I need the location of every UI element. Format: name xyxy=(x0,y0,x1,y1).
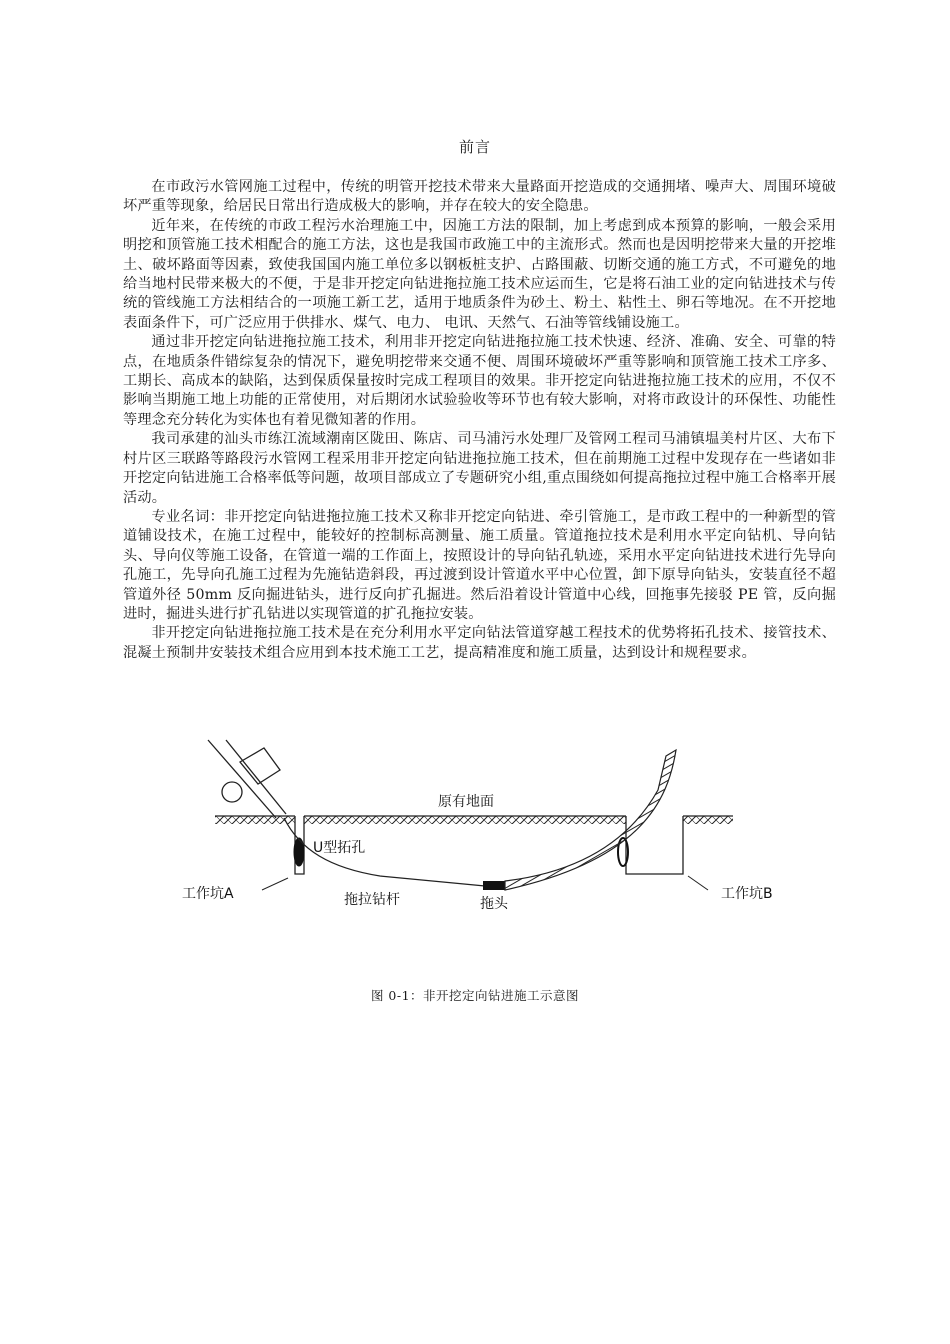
leader-pit-a xyxy=(262,878,288,890)
label-u-reaming: U型拓孔 xyxy=(313,840,366,856)
paragraph-5: 专业名词：非开挖定向钻进拖拉施工技术又称非开挖定向钻进、牵引管施工，是市政工程中的一种新型的管道铺设技术，在施工过程中，能较好的控制标高测量、施工质量。管道拖拉技术是利用水平定向钻机、导向钻头、导向仪等施工设备，在管道一端的工作面上，按照设计的导向钻孔轨迹，采用水平定向钻进技术进行先导向孔施工，先导向孔施工过程为先施钻造斜段，再过渡到设计管道水平中心位置，卸下原导向钻头，安装直径不超管道外径 50mm 反向掘进钻头，进行反向扩孔掘进。然后沿着设计管道中心线，回拖事先接驳 PE 管，反向掘进时，掘进头进行扩孔钻进以实现管道的扩孔拖拉安装。 xyxy=(123,508,836,622)
ground-strip-left xyxy=(215,816,295,824)
label-ground: 原有地面 xyxy=(438,794,494,810)
label-drill-head: 拖头 xyxy=(480,896,508,912)
paragraph-4: 我司承建的汕头市练江流域潮南区陇田、陈店、司马浦污水处理厂及管网工程司马浦镇塭美村片区、大布下村片区三联路等路段污水管网工程采用非开挖定向钻进拖拉施工技术，但在前期施工过程中发现存在一些诸如非开挖定向钻进施工合格率低等问题，故项目部成立了专题研究小组,重点围绕如何提高拖拉过程中施工合格率开展活动。 xyxy=(123,431,836,506)
ground-strip-right xyxy=(683,816,733,824)
u-reaming-hole xyxy=(294,838,304,866)
ground-strip-middle xyxy=(304,816,626,824)
drilling-rig xyxy=(208,740,286,818)
leader-pit-b xyxy=(688,876,708,890)
drilling-diagram xyxy=(180,740,773,980)
label-drill-rod: 拖拉钻杆 xyxy=(344,892,400,908)
label-pit-a: 工作坑A xyxy=(182,886,234,902)
paragraph-6: 非开挖定向钻进拖拉施工技术是在充分利用水平定向钻法管道穿越工程技术的优势将拓孔技术、接管技术、混凝土预制井安装技术组合应用到本技术施工工艺，提高精准度和施工质量，达到设计和规程要求。 xyxy=(123,625,836,661)
body-text xyxy=(123,178,836,663)
drilling-diagram-svg xyxy=(180,740,773,980)
page-title: 前言 xyxy=(458,138,491,156)
paragraph-2: 近年来，在传统的市政工程污水治理施工中，因施工方法的限制，加上考虑到成本预算的影响，一般会采用明挖和顶管施工技术相配合的施工方法，这也是我国市政施工中的主流形式。然而也是因明挖带来大量的开挖堆土、破坏路面等因素，致使我国国内施工单位多以钢板桩支护、占路围蔽、切断交通的施工方式，不可避免的地给当地村民带来极大的不便，于是非开挖定向钻进拖拉施工技术应运而生，它是将石油工业的定向钻进技术与传统的管线施工方法相结合的一项施工新工艺，适用于地质条件为砂土、粉土、粘性土、卵石等地况。在不开挖地表面条件下，可广泛应用于供排水、煤气、电力、 电讯、天然气、石油等管线铺设施工。 xyxy=(123,217,836,331)
figure-caption: 图 0-1：非开挖定向钻进施工示意图 xyxy=(370,988,580,1003)
label-pit-b: 工作坑B xyxy=(721,886,773,902)
drill-head xyxy=(483,881,505,890)
paragraph-3: 通过非开挖定向钻进拖拉施工技术，利用非开挖定向钻进拖拉施工技术快速、经济、准确、安全、可靠的特点，在地质条件错综复杂的情况下，避免明挖带来交通不便、周围环境破坏严重等影响和顶管施工技术工序多、工期长、高成本的缺陷，达到保质保量按时完成工程项目的效果。非开挖定向钻进拖拉施工技术的应用，不仅不影响当期施工地上功能的正常使用，对后期闭水试验验收等环节也有较大影响，对将市政设计的环保性、功能性等理念充分转化为实体也有着见微知著的作用。 xyxy=(123,334,836,428)
paragraph-1: 在市政污水管网施工过程中，传统的明管开挖技术带来大量路面开挖造成的交通拥堵、噪声大、周围环境破坏严重等现象，给居民日常出行造成极大的影响，并存在较大的安全隐患。 xyxy=(123,179,836,215)
